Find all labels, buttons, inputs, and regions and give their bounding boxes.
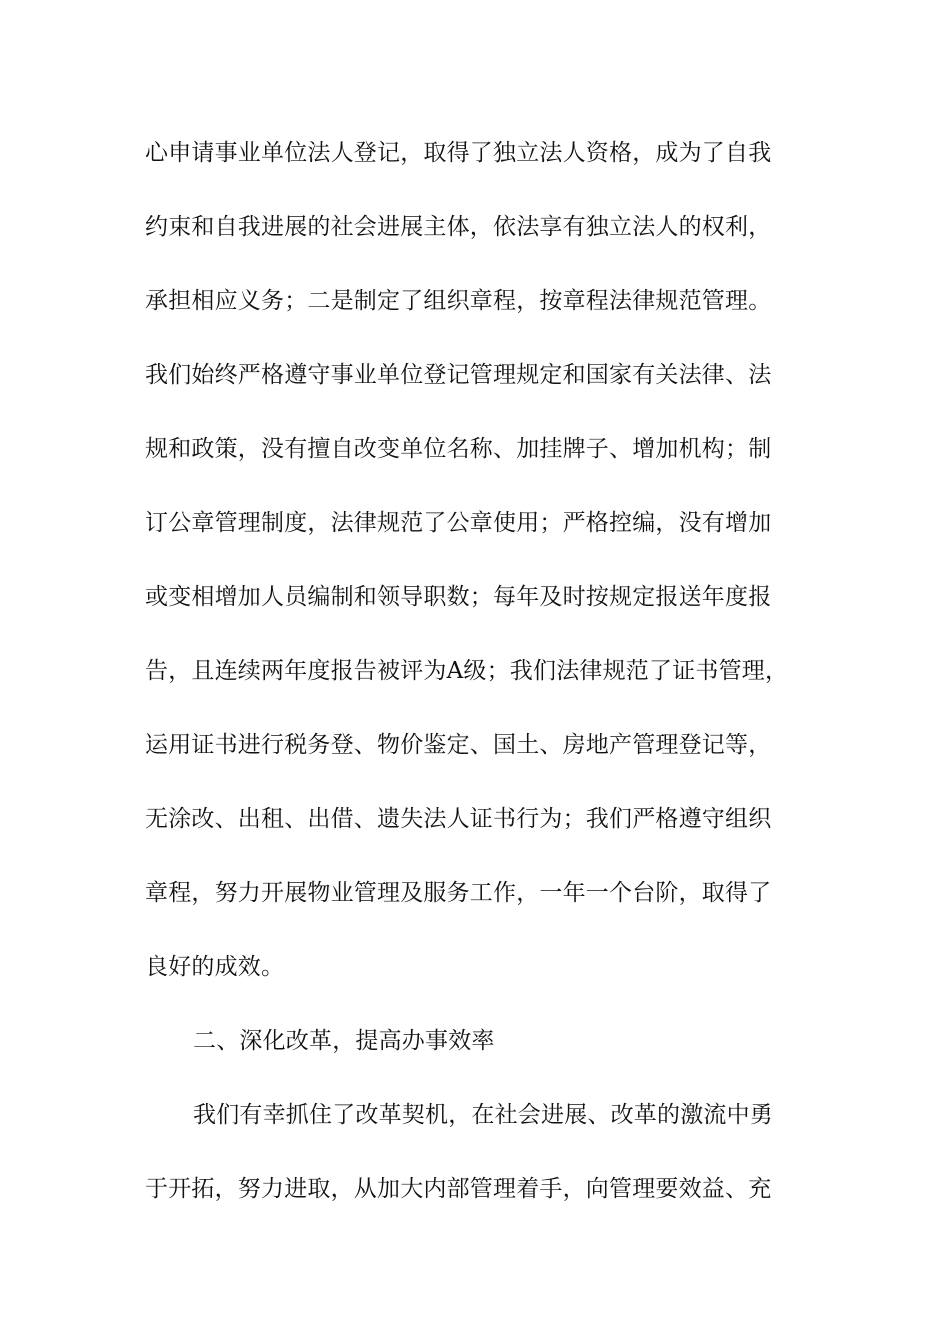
text-line: 订公章管理制度，法律规范了公章使用；严格控编，没有增加: [145, 510, 772, 536]
text-line: 承担相应义务；二是制定了组织章程，按章程法律规范管理。: [145, 288, 772, 314]
text-line: 心申请事业单位法人登记，取得了独立法人资格，成为了自我: [145, 140, 772, 166]
text-line: 无涂改、出租、出借、遗失法人证书行为；我们严格遵守组织: [145, 806, 772, 832]
text-line: 章程，努力开展物业管理及服务工作，一年一个台阶，取得了: [145, 880, 772, 906]
text-line: 良好的成效。: [145, 954, 285, 980]
section-heading: 二、深化改革，提高办事效率: [193, 1028, 495, 1054]
text-line: 我们始终严格遵守事业单位登记管理规定和国家有关法律、法: [145, 362, 772, 388]
text-line: 我们有幸抓住了改革契机，在社会进展、改革的激流中勇: [193, 1102, 773, 1128]
text-line: 规和政策，没有擅自改变单位名称、加挂牌子、增加机构；制: [145, 436, 772, 462]
text-line: 运用证书进行税务登、物价鉴定、国土、房地产管理登记等，: [145, 732, 772, 758]
text-line: 告，且连续两年度报告被评为A级；我们法律规范了证书管理，: [145, 658, 789, 684]
text-line: 于开拓，努力进取，从加大内部管理着手，向管理要效益、充: [145, 1176, 772, 1202]
text-line: 或变相增加人员编制和领导职数；每年及时按规定报送年度报: [145, 584, 772, 610]
text-line: 约束和自我进展的社会进展主体，依法享有独立法人的权利，: [145, 214, 772, 240]
